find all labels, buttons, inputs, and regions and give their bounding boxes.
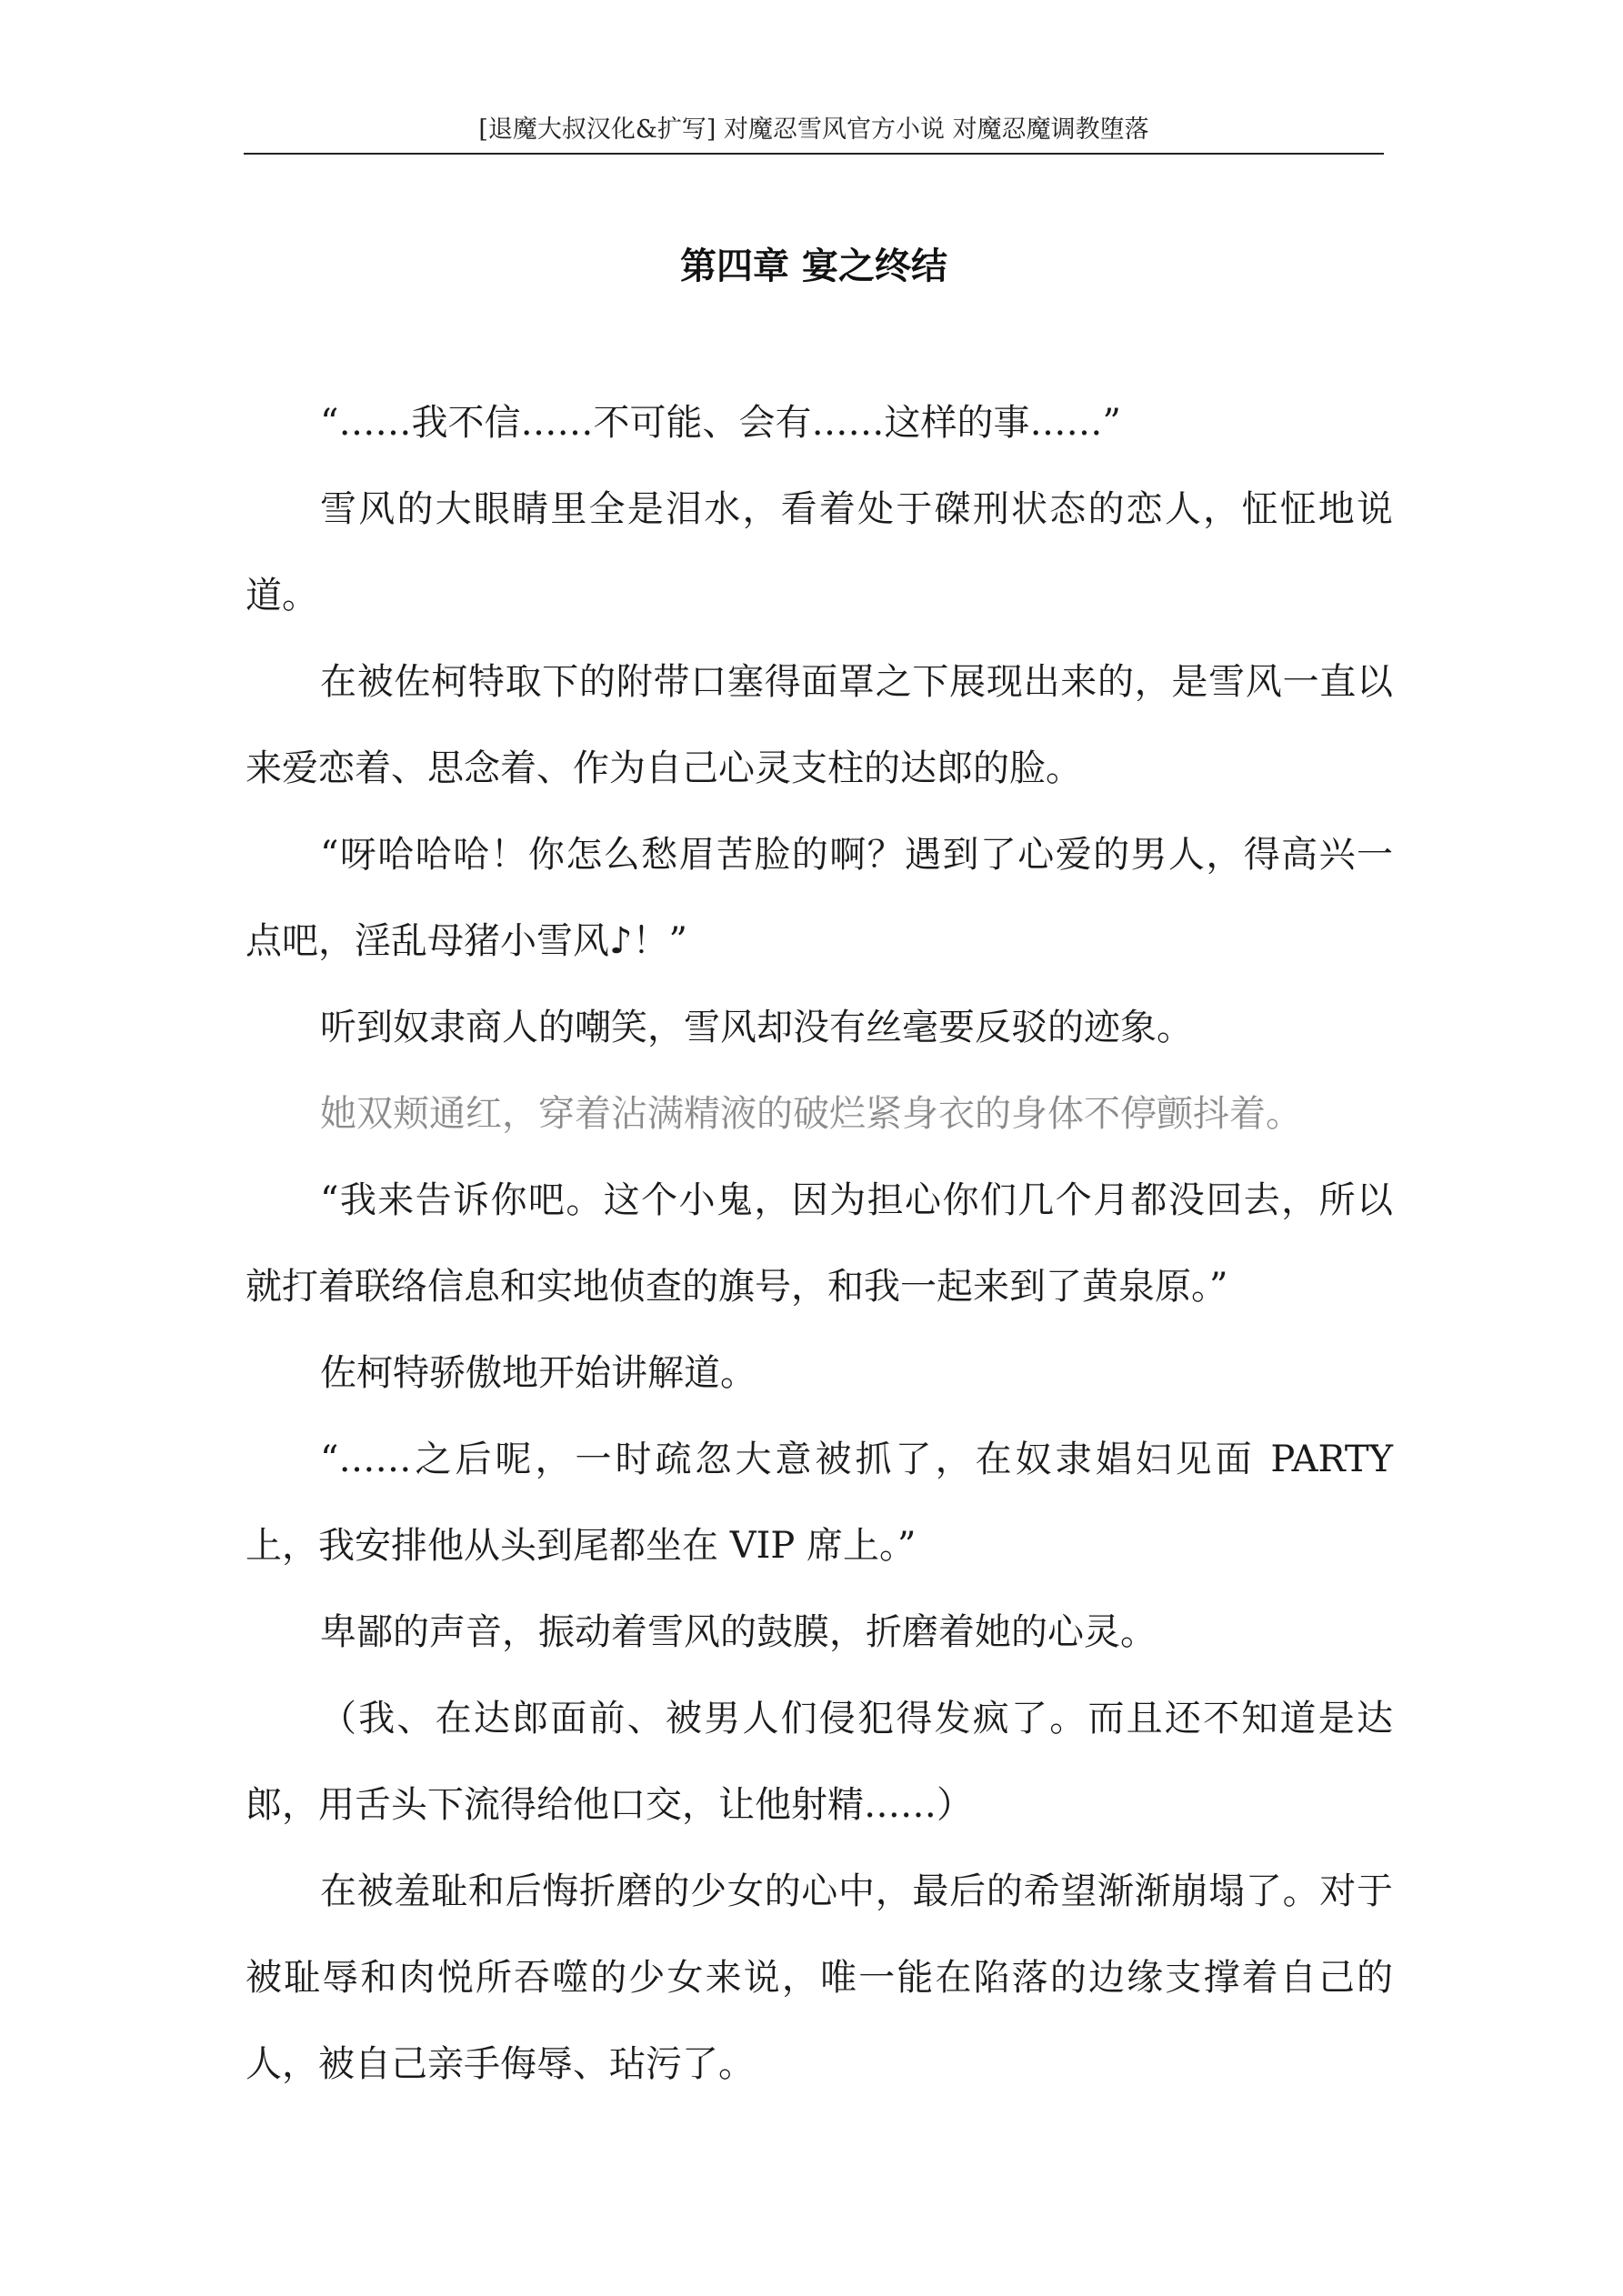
paragraph-6: 她双颊通红，穿着沾满精液的破烂紧身衣的身体不停颤抖着。 xyxy=(320,1093,1302,1135)
paragraph-8: 佐柯特骄傲地开始讲解道。 xyxy=(320,1352,756,1394)
body-text xyxy=(245,380,1393,2108)
paragraph-7: “我来告诉你吧。这个小鬼，因为担心你们几个月都没回去，所以就打着联络信息和实地侦查的旗号，和我一起来到了黄泉原。” xyxy=(245,1179,1393,1308)
paragraph-3: 在被佐柯特取下的附带口塞得面罩之下展现出来的，是雪风一直以来爱恋着、思念着、作为自己心灵支柱的达郎的脸。 xyxy=(245,661,1393,789)
header-rule xyxy=(244,153,1384,155)
paragraph-5: 听到奴隶商人的嘲笑，雪风却没有丝毫要反驳的迹象。 xyxy=(320,1007,1193,1048)
paragraph-4: “呀哈哈哈！你怎么愁眉苦脸的啊？遇到了心爱的男人，得高兴一点吧，淫乱母猪小雪风♪！” xyxy=(245,834,1393,962)
running-header: [退魔大叔汉化&扩写] 对魔忍雪风官方小说 对魔忍魔调教堕落 xyxy=(478,115,1149,144)
paragraph-9: “……之后呢，一时疏忽大意被抓了，在奴隶娼妇见面 PARTY 上，我安排他从头到尾都坐在 VIP 席上。” xyxy=(245,1439,1393,1567)
paragraph-10: 卑鄙的声音，振动着雪风的鼓膜，折磨着她的心灵。 xyxy=(320,1611,1157,1653)
paragraph-1: “……我不信……不可能、会有……这样的事……” xyxy=(320,402,1121,444)
paragraph-12: 在被羞耻和后悔折磨的少女的心中，最后的希望渐渐崩塌了。对于被耻辱和肉悦所吞噬的少女来说，唯一能在陷落的边缘支撑着自己的人，被自己亲手侮辱、玷污了。 xyxy=(245,1870,1393,2085)
paragraph-2: 雪风的大眼睛里全是泪水，看着处于磔刑状态的恋人，怔怔地说道。 xyxy=(245,488,1393,617)
paragraph-11: （我、在达郎面前、被男人们侵犯得发疯了。而且还不知道是达郎，用舌头下流得给他口交，让他射精……） xyxy=(245,1698,1393,1826)
chapter-title: 第四章 宴之终结 xyxy=(680,245,947,287)
